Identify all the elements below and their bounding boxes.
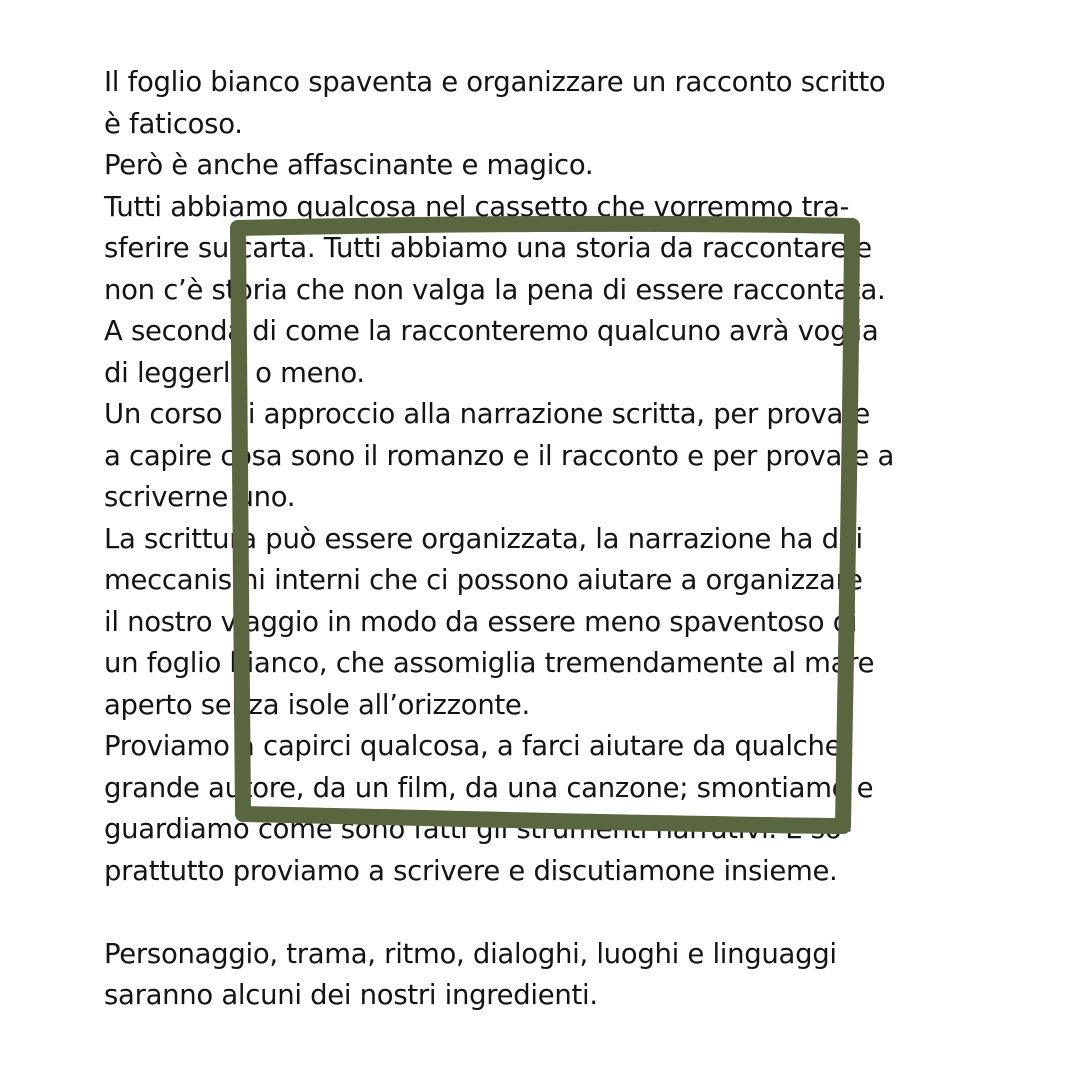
text-line: Il foglio bianco spaventa e organizzare un racconto scritto: [104, 66, 886, 98]
paragraph-2: [104, 934, 1004, 1017]
text-line: meccanismi interni che ci possono aiutare a organizzare: [104, 564, 863, 596]
text-line: saranno alcuni dei nostri ingredienti.: [104, 979, 598, 1011]
text-line: prattutto proviamo a scrivere e discutiamone insieme.: [104, 854, 838, 887]
text-line: grande autore, da un film, da una canzone; smontiamo e: [104, 771, 874, 804]
text-line: Tutti abbiamo qualcosa nel cassetto che vorremmo tra-: [104, 190, 850, 223]
text-line: Però è anche affascinante e magico.: [104, 149, 594, 181]
text-line: scriverne uno.: [104, 481, 296, 513]
text-line: non c’è storia che non valga la pena di essere raccontata.: [104, 273, 886, 306]
text-line: La scrittura può essere organizzata, la narrazione ha dei: [104, 522, 863, 555]
text-line: a capire cosa sono il romanzo e il racconto e per provare a: [104, 439, 895, 472]
text-line: il nostro viaggio in modo da essere meno spaventoso di: [104, 605, 858, 638]
text-line: sferire su carta. Tutti abbiamo una storia da raccontare e: [104, 232, 872, 264]
text-line: un foglio bianco, che assomiglia tremendamente al mare: [104, 647, 875, 679]
paragraph-spacer: [104, 892, 1004, 934]
text-line: è faticoso.: [104, 107, 243, 140]
body-text: [104, 62, 1004, 1017]
text-line: Personaggio, trama, ritmo, dialoghi, luoghi e linguaggi: [104, 937, 837, 970]
text-line: Un corso di approccio alla narrazione scritta, per provare: [104, 398, 871, 430]
text-line: A seconda di come la racconteremo qualcuno avrà voglia: [104, 315, 879, 347]
text-line: di leggerla o meno.: [104, 356, 365, 389]
text-line: aperto senza isole all’orizzonte.: [104, 688, 530, 721]
paragraph-1: [104, 62, 1004, 892]
text-line: Proviamo a capirci qualcosa, a farci aiutare da qualche: [104, 730, 842, 762]
text-line: guardiamo come sono fatti gli strumenti narrativi. E so-: [104, 813, 852, 845]
